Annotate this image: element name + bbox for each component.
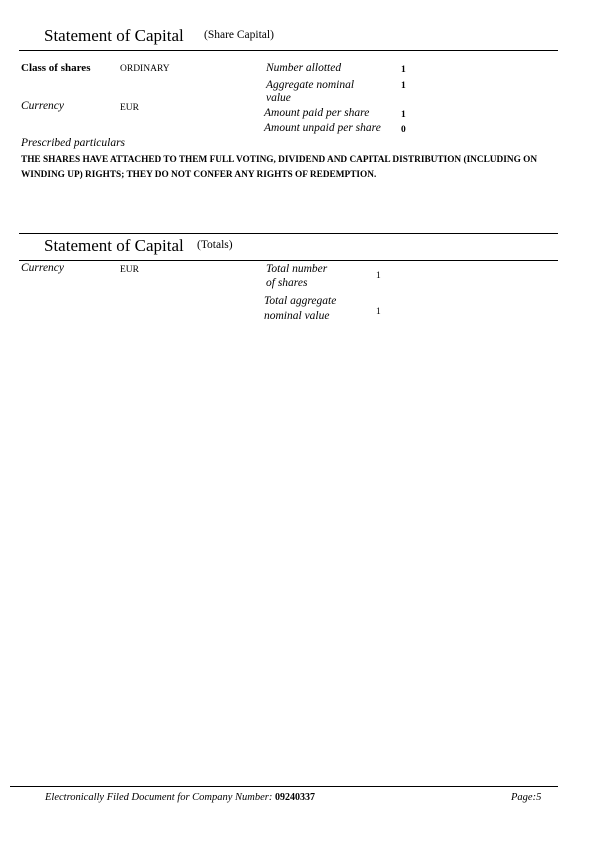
- total-number-value: 1: [376, 271, 381, 281]
- aggregate-nominal-value: 1: [401, 81, 406, 91]
- footer-filed-text: Electronically Filed Document for Company Number:: [45, 792, 273, 803]
- totals-heading: Statement of Capital: [44, 236, 184, 255]
- currency-label: Currency: [21, 100, 65, 112]
- class-of-shares-label: Class of shares: [21, 62, 91, 74]
- aggregate-nominal-label: Aggregate nominal: [266, 79, 355, 91]
- totals-currency-label: Currency: [21, 262, 65, 274]
- totals-currency-value: EUR: [120, 265, 139, 275]
- section-divider: [19, 50, 558, 51]
- footer-filed-line: [45, 792, 315, 803]
- prescribed-particulars-text: THE SHARES HAVE ATTACHED TO THEM FULL VOTING, DIVIDEND AND CAPITAL DISTRIBUTION (INCLUDING ON WINDING UP) RIGHTS; THEY DO NOT CONFER ANY RIGHTS OF REDEMPTION.: [21, 155, 538, 180]
- number-allotted-label: Number allotted: [266, 62, 342, 74]
- share-capital-heading: Statement of Capital: [44, 26, 184, 45]
- class-of-shares-value: ORDINARY: [120, 64, 170, 74]
- amount-paid-label: Amount paid per share: [264, 107, 370, 119]
- total-aggregate-label: Total aggregate: [264, 295, 337, 307]
- amount-unpaid-label: Amount unpaid per share: [264, 122, 381, 134]
- currency-value: EUR: [120, 103, 139, 113]
- number-allotted-value: 1: [401, 65, 406, 75]
- prescribed-particulars-label: Prescribed particulars: [21, 137, 126, 149]
- totals-subheading: (Totals): [197, 239, 233, 251]
- total-number-label: Total number: [266, 263, 328, 275]
- share-capital-subheading: (Share Capital): [204, 29, 274, 41]
- aggregate-nominal-label-cont: value: [266, 92, 291, 104]
- total-number-label-cont: of shares: [266, 277, 308, 289]
- amount-unpaid-value: 0: [401, 125, 406, 135]
- total-aggregate-value: 1: [376, 307, 381, 317]
- footer-divider: [10, 786, 558, 787]
- section-divider: [19, 260, 558, 261]
- total-aggregate-label-cont: nominal value: [264, 310, 330, 322]
- section-top-divider: [19, 233, 558, 234]
- page-number: Page:5: [511, 792, 542, 803]
- amount-paid-value: 1: [401, 110, 406, 120]
- company-number: 09240337: [274, 792, 315, 803]
